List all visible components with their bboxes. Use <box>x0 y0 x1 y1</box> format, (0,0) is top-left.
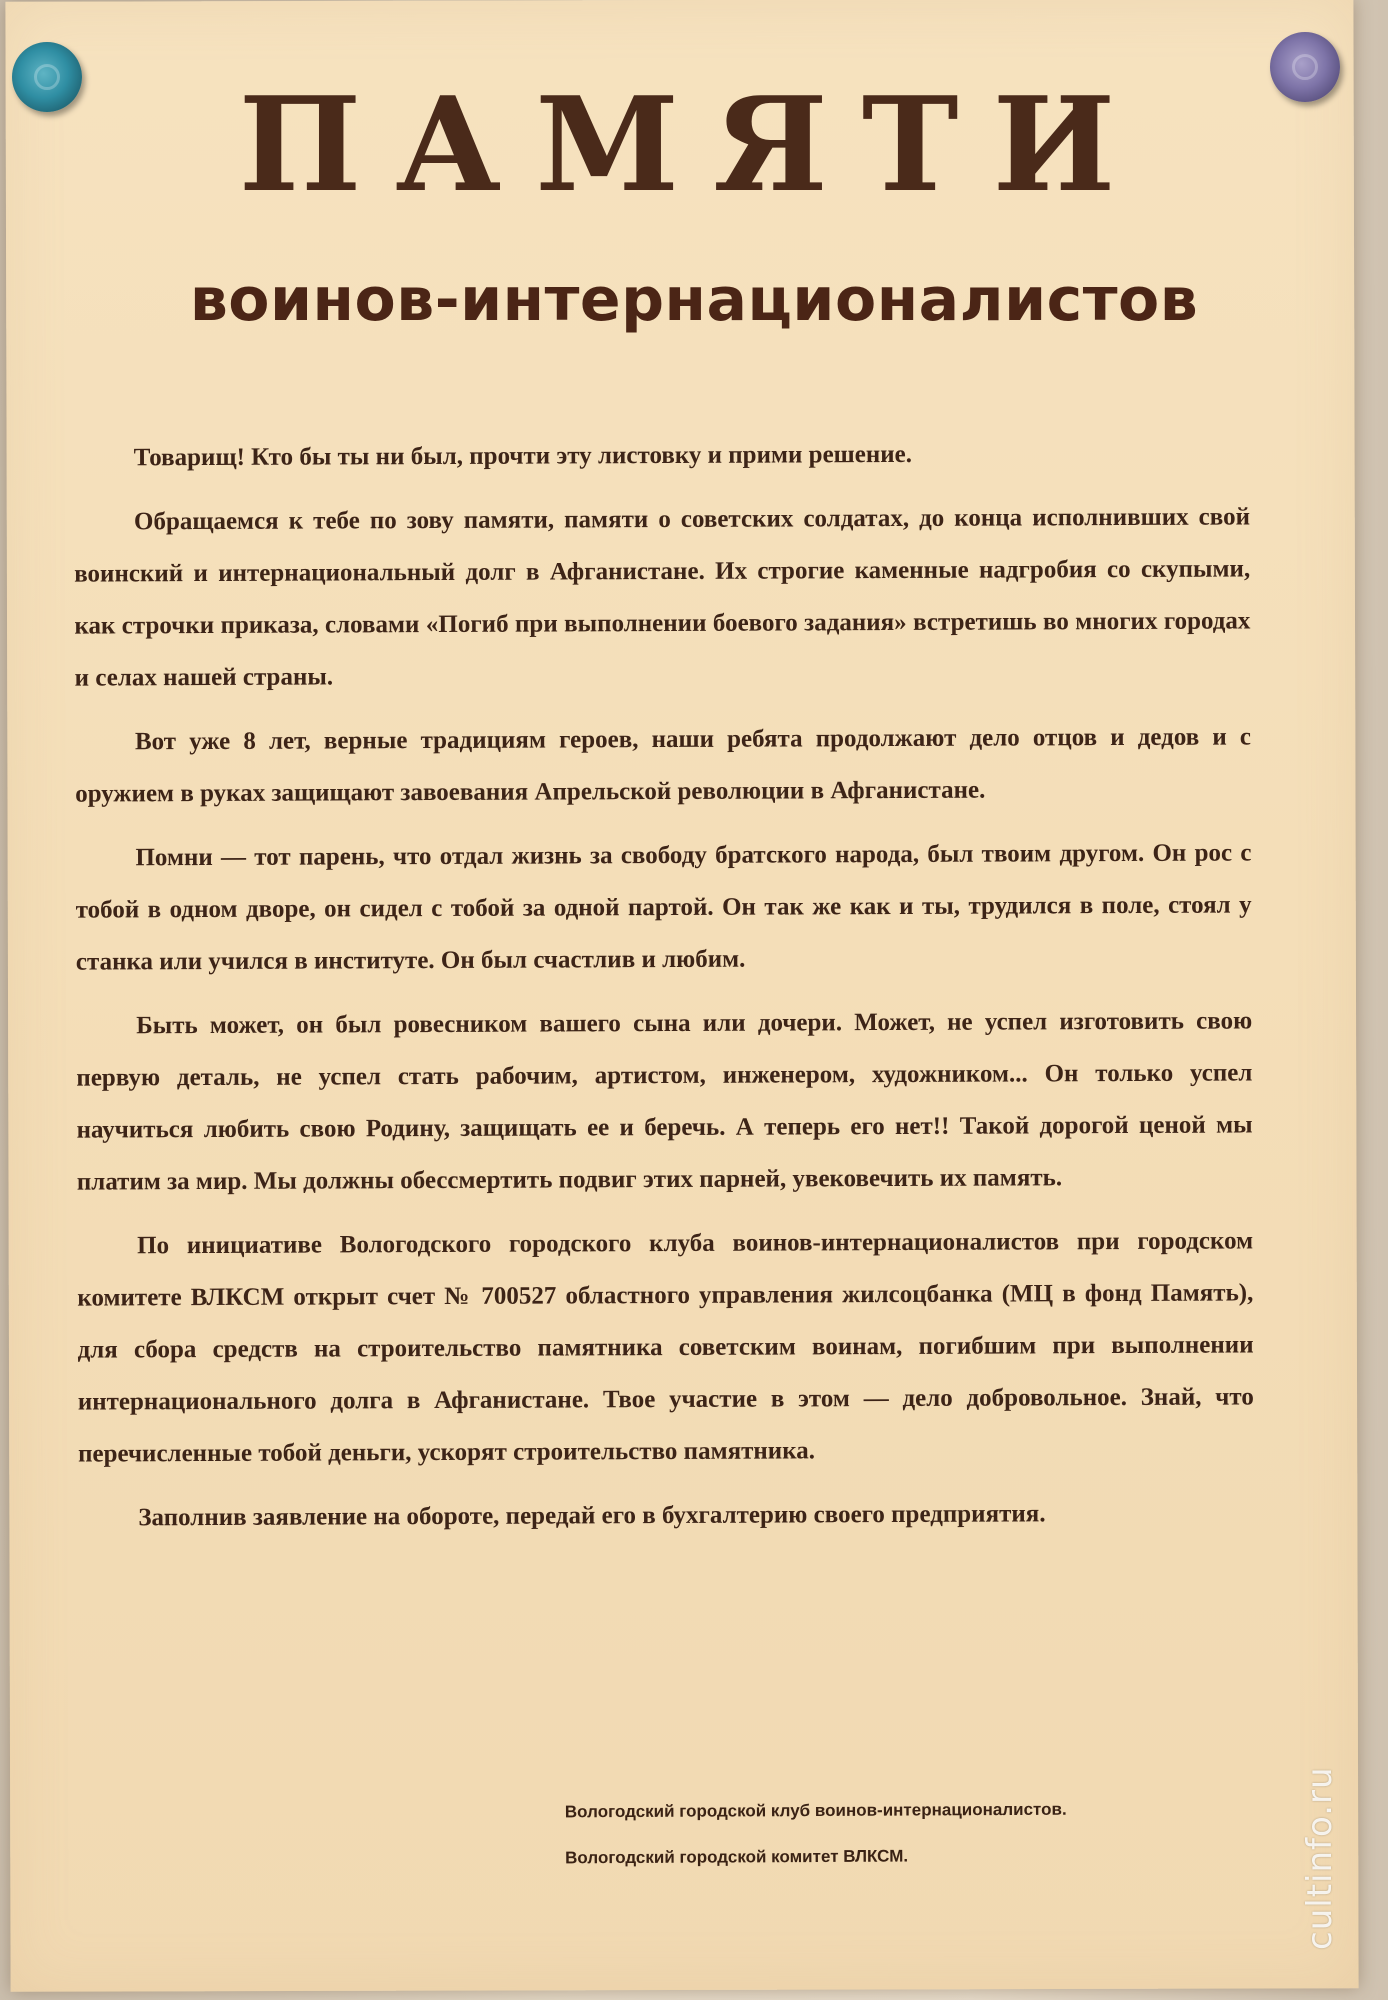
leaflet-title: ПАМЯТИ <box>238 68 1150 221</box>
paragraph-years: Вот уже 8 лет, верные традициям героев, наши ребята продолжают дело отцов и дедов и с оружием в руках защищают завоевания Апрельской революции в Афганистане. <box>75 723 1251 808</box>
paragraph-account: По инициативе Вологодского городского клуба воинов-интернационалистов при городском комитете ВЛКСМ открыт счет № 700527 областного управления жилсоцбанка (МЦ в фонд Память), для сбора средств на строительство памятника советским воинам, погибшим при выполнении интернационального долга в Афганистане. Твое участие в этом — дело добровольное. Знай, что перечисленные тобой деньги, ускорят строительство памятника. <box>77 1227 1254 1468</box>
watermark: cultinfo.ru <box>1300 1766 1340 1950</box>
paragraph-remember: Помни — тот парень, что отдал жизнь за свободу братского народа, был твоим другом. Он рос с тобой в одном дворе, он сидел с тобой за одной партой. Он так же как и ты, трудился в поле, стоял у станка или учился в институте. Он был счастлив и любим. <box>75 839 1252 976</box>
paragraph-memory: Обращаемся к тебе по зову памяти, памяти о советских солдатах, до конца исполнивших свой воинский и интернациональный долг в Афганистане. Их строгие каменные надгробия со скупыми, как строчки приказа, словами «Погиб при выполнении боевого задания» встретишь во многих городах и селах нашей страны. <box>74 503 1251 692</box>
paragraph-instruction: Заполнив заявление на обороте, передай его в бухгалтерию своего предприятия. <box>138 1500 1046 1532</box>
signature-block <box>565 1787 1067 1882</box>
signature-committee: Вологодский городской комитет ВЛКСМ. <box>565 1846 909 1868</box>
paragraph-appeal: Товарищ! Кто бы ты ни был, прочти эту листовку и прими решение. <box>133 440 913 472</box>
signature-club: Вологодский городской клуб воинов-интернационалистов. <box>564 1799 1067 1822</box>
leaflet-body <box>74 427 1255 1544</box>
paragraph-peer: Быть может, он был ровесником вашего сына или дочери. Может, не успел изготовить свою первую деталь, не успел стать рабочим, артистом, инженером, художником... Он только успел научиться любить свою Родину, защищать ее и беречь. А теперь его нет!! Такой дорогой ценой мы платим за мир. Мы должны обессмертить подвиг этих парней, увековечить их память. <box>76 1007 1253 1196</box>
leaflet-subtitle: воинов-интернационалистов <box>189 265 1199 335</box>
